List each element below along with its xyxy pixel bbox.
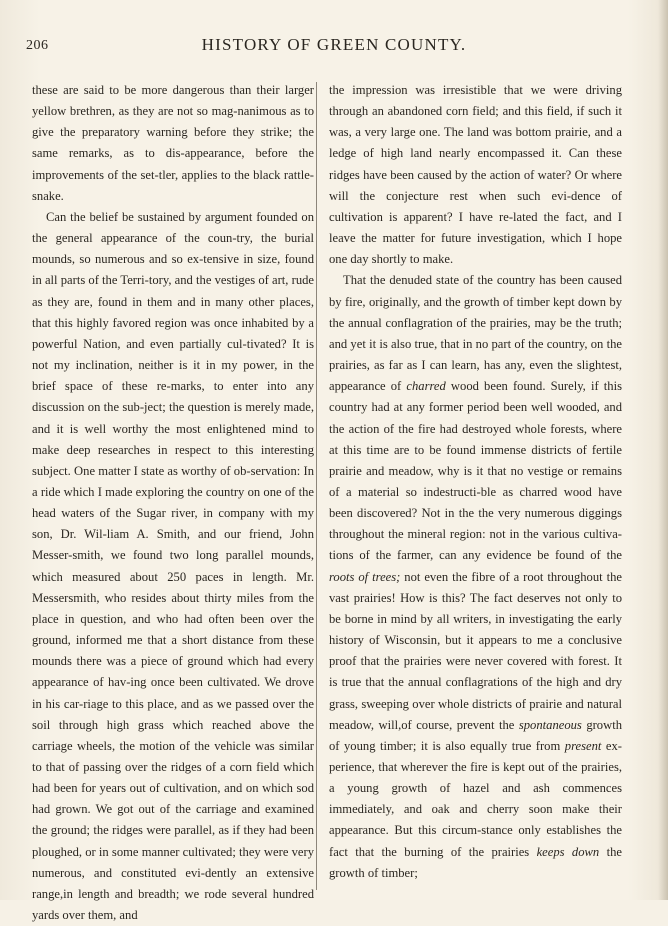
paragraph — [32, 80, 314, 207]
paragraph — [32, 207, 314, 926]
text-run: Can the belief be sustained by argument founded on the general appearance of the coun-try, the burial mounds, so numerous and so ex-tensive in size, found in all parts of the Terri-tory, and the vestiges of art, rude as they are, found in them and in many other places, that this highly favored region was once inhabited by a powerful Nation, and even partially cul-tivated? It is not my inclination, neither is it in my power, in the brief space of these re-marks, to enter into any discussion on the sub-ject; the question is merely made, and it is well worthy the most enlightened mind to make deep researches in respect to this interesting subject. One matter I state as worthy of ob-servation: In a ride which I made exploring the country on one of the head waters of the Sugar river, in company with my son, Dr. Wil-liam A. Smith, and our friend, John Messer-smith, we found two long parallel mounds, which measured about 250 paces in length. Mr. Messersmith, who resides about thirty miles from the place in question, and who had often been over the ground, informed me that a short distance from these mounds there was a piece of ground which had every appearance of hav-ing once been cultivated. We drove in his car-riage to this place, and as we passed over the soil through high grass which reached above the carriage wheels, the motion of the vehicle was similar to that of passing over the ridges of a corn field which had been for years out of cultivation, and on which sod had grown. We got out of the carriage and examined the ground; the ridges were parallel, as if they had been ploughed, or in some manner cultivated; they were very numerous, and constituted evi-dently an extensive range,in length and breadth; we rode several hundred yards over them, and — [32, 209, 314, 923]
italic-text: present — [564, 738, 602, 753]
italic-text: keeps down — [536, 844, 600, 859]
text-run: these are said to be more dangerous than their larger yellow brethren, as they are not so mag-nanimous as to give the preparatory warning before they strike; the same remarks, as to dis-appearance, before the improvements of the set-tler, applies to the black rattle-snake. — [32, 83, 314, 203]
page-number: 206 — [26, 38, 49, 53]
column-divider — [316, 82, 317, 890]
text-run: not even the fibre of a root throughout the vast prairies! How is this? The fact deserves not only to be borne in mind by all writers, in investigating the early history of Wisconsin, but it appears to me a conclusive proof that the prairies were never covered with forest. It is true that the annual conflagrations of the high and dry grass, sweeping over whole districts of prairie and natural meadow, will,of course, prevent the — [329, 569, 622, 732]
text-run: That the denuded state of the country has been caused by fire, originally, and the growth of timber kept down by the annual conflagration of the prairies, may be the truth; and yet it is also true, that in no part of the country, on the prairies, as far as I can learn, has any, even the slightest, appearance of — [329, 273, 622, 394]
right-column — [329, 80, 622, 884]
page-edge-shadow — [658, 0, 668, 900]
left-column — [32, 80, 314, 926]
text-run: growth of young timber; it is also equally true from — [329, 717, 622, 753]
running-title: HISTORY OF GREEN COUNTY. — [201, 35, 467, 54]
text-run: the impression was irresistible that we were driving through an abandoned corn field; and this field, if such it was, a very large one. The land was bottom prairie, and a ledge of high land nearly encompassed it. Can these ridges have been caused by the action of water? Or where will the conjecture rest when such evi-dence of cultivation is apparent? I have re-lated the fact, and I leave the matter for future investigation, which I hope one day shortly to make. — [329, 83, 622, 267]
italic-text: charred — [406, 379, 446, 394]
italic-text: roots of trees; — [329, 569, 401, 584]
italic-text: spontaneous — [518, 717, 582, 732]
paragraph — [329, 270, 622, 884]
text-run: wood been found. Surely, if this country had at any former period been well wooded, and the action of the fire had destroyed whole forests, where at this time are to be found immense districts of fertile prairie and meadow, why is it that no vestige or remains of a material so indestructi-ble as charred wood have been discovered? Not in the the very numerous diggings throughout the mineral region: not in the various cultiva-tions of the farmer, can any evidence be found of the — [329, 379, 622, 563]
text-run: ex-perience, that wherever the fire is kept out of the prairies, a young growth of hazel and ash commences immediately, and oak and cherry soon make their appearance. But this circum-stance only establishes the fact that the burning of the prairies — [329, 738, 623, 859]
paragraph — [329, 80, 622, 270]
text-run: the growth of timber; — [329, 844, 622, 880]
